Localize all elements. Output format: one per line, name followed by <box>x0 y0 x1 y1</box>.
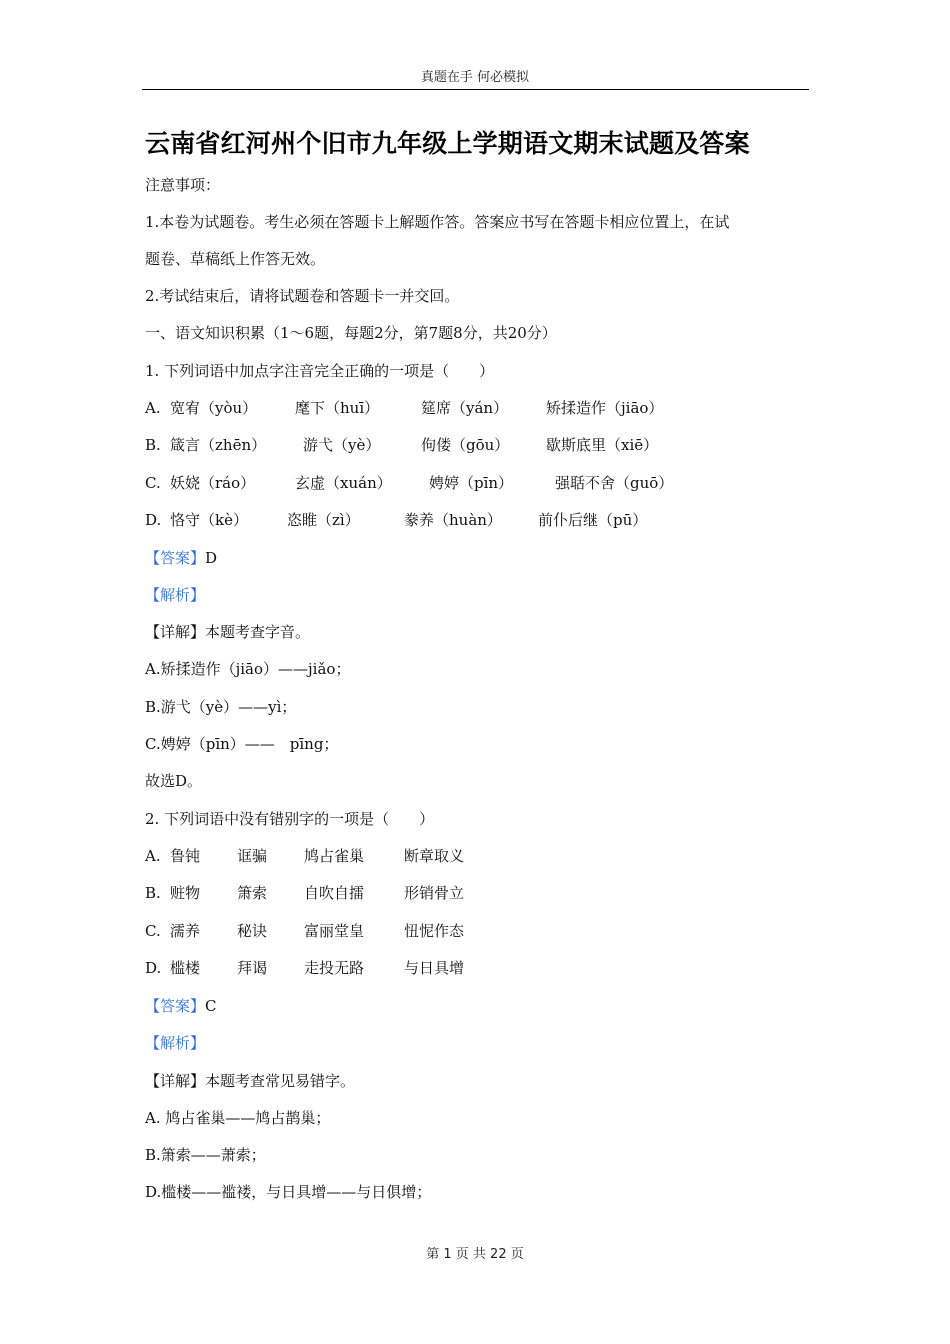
question-2-option-b <box>145 883 545 903</box>
option-word: 筵席（yán） <box>421 399 509 417</box>
question-1-analysis-tag: 【解析】 <box>145 586 206 604</box>
option-word: 佝偻（gōu） <box>421 436 510 454</box>
notice-heading: 注意事项： <box>145 176 221 194</box>
option-label: C. <box>145 922 161 940</box>
option-word: 歇斯底里（xiē） <box>546 436 659 454</box>
question-1-option-c <box>145 473 805 493</box>
option-label: A. <box>145 847 161 865</box>
option-label: C. <box>145 474 161 492</box>
option-label: D. <box>145 959 162 977</box>
option-word: 富丽堂皇 <box>304 922 365 940</box>
question-2-note-d: D.槛楼——褴褛，与日具增——与日俱增； <box>145 1183 432 1201</box>
detail-tag: 【详解】 <box>145 623 206 641</box>
option-word: 形销骨立 <box>404 884 465 902</box>
question-1-option-d <box>145 510 805 530</box>
option-word: 矫揉造作（jiāo） <box>546 399 664 417</box>
answer-tag: 【答案】 <box>145 997 206 1015</box>
question-2-detail <box>145 1071 355 1091</box>
detail-text: 本题考查字音。 <box>205 623 311 641</box>
option-word: 濡养 <box>170 922 201 940</box>
question-1-detail <box>145 622 310 642</box>
question-1-option-b <box>145 435 805 455</box>
detail-tag: 【详解】 <box>145 1072 206 1090</box>
option-word: 恪守（kè） <box>170 511 248 529</box>
detail-text: 本题考查常见易错字。 <box>205 1072 356 1090</box>
option-word: 诓骗 <box>237 847 268 865</box>
question-2-analysis-tag: 【解析】 <box>145 1034 206 1052</box>
question-2-answer <box>145 996 217 1016</box>
answer-tag: 【答案】 <box>145 549 206 567</box>
option-word: 强聒不舍（guō） <box>555 474 674 492</box>
option-word: 前仆后继（pū） <box>538 511 648 529</box>
header-rule <box>142 89 809 90</box>
option-label: A. <box>145 399 161 417</box>
option-label: D. <box>145 511 162 529</box>
option-word: 箴言（zhēn） <box>170 436 267 454</box>
option-word: 娉婷（pīn） <box>429 474 514 492</box>
option-word: 游弋（yè） <box>303 436 381 454</box>
option-word: 妖娆（ráo） <box>170 474 256 492</box>
question-1-stem: 1. 下列词语中加点字注音完全正确的一项是（ ） <box>145 362 495 380</box>
question-1-option-a <box>145 398 805 418</box>
question-2-option-c <box>145 921 545 941</box>
question-1-answer <box>145 548 217 568</box>
option-word: 麾下（huī） <box>295 399 380 417</box>
question-1-note-b: B.游弋（yè）——yì； <box>145 698 297 716</box>
option-word: 鲁钝 <box>170 847 201 865</box>
option-label: B. <box>145 884 161 902</box>
option-word: 玄虚（xuán） <box>295 474 392 492</box>
question-1-note-a: A.矫揉造作（jiāo）——jiǎo； <box>145 660 351 678</box>
option-word: 断章取义 <box>404 847 465 865</box>
option-word: 走投无路 <box>304 959 365 977</box>
option-word: 鸠占雀巢 <box>304 847 365 865</box>
option-label: B. <box>145 436 161 454</box>
document-title: 云南省红河州个旧市九年级上学期语文期末试题及答案 <box>145 129 750 158</box>
option-word: 宽宥（yòu） <box>170 399 258 417</box>
option-word: 赃物 <box>170 884 201 902</box>
option-word: 豢养（huàn） <box>404 511 502 529</box>
question-2-note-a: A. 鸠占雀巢——鸠占鹊巢； <box>145 1109 331 1127</box>
option-word: 秘诀 <box>237 922 268 940</box>
option-word: 恣睢（zì） <box>287 511 360 529</box>
section-heading: 一、语文知识积累（1～6题，每题2分，第7题8分，共20分） <box>145 324 557 342</box>
option-word: 自吹自擂 <box>304 884 365 902</box>
page-footer: 第 1 页 共 22 页 <box>426 1247 524 1262</box>
question-1-note-c: C.娉婷（pīn）—— pīng； <box>145 735 339 753</box>
notice-item-1-line-2: 题卷、草稿纸上作答无效。 <box>145 250 326 268</box>
question-1-conclusion: 故选D。 <box>145 772 203 790</box>
option-word: 与日具增 <box>404 959 465 977</box>
question-2-stem: 2. 下列词语中没有错别字的一项是（ ） <box>145 810 435 828</box>
notice-item-2: 2.考试结束后，请将试题卷和答题卡一并交回。 <box>145 287 460 305</box>
option-word: 拜谒 <box>237 959 268 977</box>
option-word: 忸怩作态 <box>404 922 465 940</box>
question-2-note-b: B.箫索——萧索； <box>145 1146 266 1164</box>
answer-value: C <box>205 997 217 1015</box>
page-header: 真题在手 何必模拟 <box>420 70 530 85</box>
answer-value: D <box>205 549 218 567</box>
option-word: 箫索 <box>237 884 268 902</box>
option-word: 槛楼 <box>170 959 201 977</box>
question-2-option-d <box>145 958 545 978</box>
question-2-option-a <box>145 846 545 866</box>
notice-item-1-line-1: 1.本卷为试题卷。考生必须在答题卡上解题作答。答案应书写在答题卡相应位置上，在试 <box>145 213 730 231</box>
